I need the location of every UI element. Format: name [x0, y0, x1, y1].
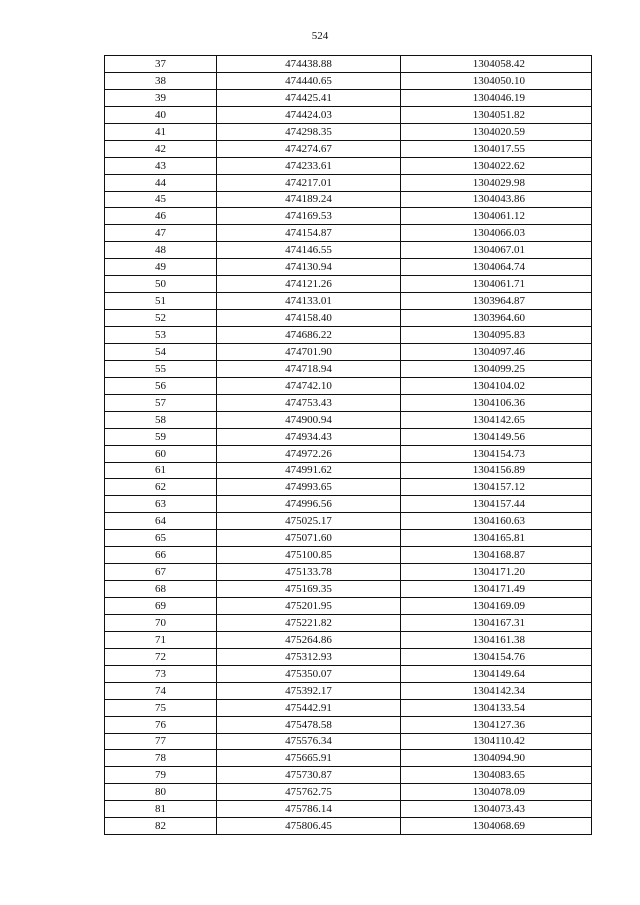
point-number-cell: 56 — [105, 377, 217, 394]
table-row — [105, 648, 592, 665]
y-coordinate-cell: 1303964.87 — [401, 293, 592, 310]
point-number-cell: 45 — [105, 191, 217, 208]
point-number-cell: 78 — [105, 750, 217, 767]
x-coordinate-cell: 474934.43 — [217, 428, 401, 445]
x-coordinate-cell: 474133.01 — [217, 293, 401, 310]
x-coordinate-cell: 474753.43 — [217, 394, 401, 411]
y-coordinate-cell: 1304171.20 — [401, 564, 592, 581]
table-row — [105, 598, 592, 615]
y-coordinate-cell: 1304078.09 — [401, 784, 592, 801]
x-coordinate-cell: 475762.75 — [217, 784, 401, 801]
x-coordinate-cell: 475576.34 — [217, 733, 401, 750]
point-number-cell: 63 — [105, 496, 217, 513]
point-number-cell: 40 — [105, 106, 217, 123]
point-number-cell: 55 — [105, 360, 217, 377]
point-number-cell: 43 — [105, 157, 217, 174]
y-coordinate-cell: 1304161.38 — [401, 631, 592, 648]
table-row — [105, 699, 592, 716]
table-row — [105, 360, 592, 377]
table-row — [105, 276, 592, 293]
y-coordinate-cell: 1304067.01 — [401, 242, 592, 259]
point-number-cell: 70 — [105, 614, 217, 631]
x-coordinate-cell: 475169.35 — [217, 581, 401, 598]
table-row — [105, 123, 592, 140]
point-number-cell: 66 — [105, 547, 217, 564]
table-row — [105, 174, 592, 191]
coordinates-table — [104, 55, 592, 835]
point-number-cell: 59 — [105, 428, 217, 445]
x-coordinate-cell: 474996.56 — [217, 496, 401, 513]
point-number-cell: 72 — [105, 648, 217, 665]
table-row — [105, 496, 592, 513]
y-coordinate-cell: 1304142.34 — [401, 682, 592, 699]
x-coordinate-cell: 474130.94 — [217, 259, 401, 276]
point-number-cell: 38 — [105, 72, 217, 89]
y-coordinate-cell: 1304160.63 — [401, 513, 592, 530]
x-coordinate-cell: 475786.14 — [217, 801, 401, 818]
x-coordinate-cell: 474900.94 — [217, 411, 401, 428]
x-coordinate-cell: 474993.65 — [217, 479, 401, 496]
table-row — [105, 665, 592, 682]
page-number: 524 — [311, 30, 329, 42]
table-row — [105, 445, 592, 462]
x-coordinate-cell: 474718.94 — [217, 360, 401, 377]
table-row — [105, 208, 592, 225]
y-coordinate-cell: 1304165.81 — [401, 530, 592, 547]
point-number-cell: 54 — [105, 343, 217, 360]
table-row — [105, 191, 592, 208]
x-coordinate-cell: 474701.90 — [217, 343, 401, 360]
table-row — [105, 801, 592, 818]
x-coordinate-cell: 474440.65 — [217, 72, 401, 89]
table-row — [105, 462, 592, 479]
y-coordinate-cell: 1304154.76 — [401, 648, 592, 665]
point-number-cell: 52 — [105, 310, 217, 327]
point-number-cell: 77 — [105, 733, 217, 750]
point-number-cell: 44 — [105, 174, 217, 191]
x-coordinate-cell: 475392.17 — [217, 682, 401, 699]
x-coordinate-cell: 474742.10 — [217, 377, 401, 394]
point-number-cell: 82 — [105, 818, 217, 835]
y-coordinate-cell: 1304169.09 — [401, 598, 592, 615]
y-coordinate-cell: 1304149.56 — [401, 428, 592, 445]
x-coordinate-cell: 474438.88 — [217, 56, 401, 73]
y-coordinate-cell: 1304022.62 — [401, 157, 592, 174]
point-number-cell: 39 — [105, 89, 217, 106]
point-number-cell: 60 — [105, 445, 217, 462]
point-number-cell: 76 — [105, 716, 217, 733]
x-coordinate-cell: 474972.26 — [217, 445, 401, 462]
y-coordinate-cell: 1304104.02 — [401, 377, 592, 394]
table-row — [105, 377, 592, 394]
table-row — [105, 682, 592, 699]
table-row — [105, 327, 592, 344]
point-number-cell: 61 — [105, 462, 217, 479]
x-coordinate-cell: 475133.78 — [217, 564, 401, 581]
point-number-cell: 42 — [105, 140, 217, 157]
x-coordinate-cell: 475806.45 — [217, 818, 401, 835]
point-number-cell: 49 — [105, 259, 217, 276]
x-coordinate-cell: 475221.82 — [217, 614, 401, 631]
table-row — [105, 411, 592, 428]
point-number-cell: 73 — [105, 665, 217, 682]
x-coordinate-cell: 474686.22 — [217, 327, 401, 344]
table-row — [105, 818, 592, 835]
y-coordinate-cell: 1304099.25 — [401, 360, 592, 377]
point-number-cell: 69 — [105, 598, 217, 615]
y-coordinate-cell: 1304156.89 — [401, 462, 592, 479]
x-coordinate-cell: 474189.24 — [217, 191, 401, 208]
table-row — [105, 106, 592, 123]
x-coordinate-cell: 475312.93 — [217, 648, 401, 665]
point-number-cell: 64 — [105, 513, 217, 530]
table-row — [105, 140, 592, 157]
point-number-cell: 68 — [105, 581, 217, 598]
point-number-cell: 37 — [105, 56, 217, 73]
y-coordinate-cell: 1304171.49 — [401, 581, 592, 598]
x-coordinate-cell: 475665.91 — [217, 750, 401, 767]
point-number-cell: 79 — [105, 767, 217, 784]
table-row — [105, 259, 592, 276]
point-number-cell: 62 — [105, 479, 217, 496]
point-number-cell: 50 — [105, 276, 217, 293]
y-coordinate-cell: 1304157.44 — [401, 496, 592, 513]
point-number-cell: 41 — [105, 123, 217, 140]
y-coordinate-cell: 1304061.12 — [401, 208, 592, 225]
y-coordinate-cell: 1304094.90 — [401, 750, 592, 767]
table-row — [105, 513, 592, 530]
y-coordinate-cell: 1304050.10 — [401, 72, 592, 89]
point-number-cell: 58 — [105, 411, 217, 428]
table-row — [105, 581, 592, 598]
table-row — [105, 479, 592, 496]
x-coordinate-cell: 474158.40 — [217, 310, 401, 327]
y-coordinate-cell: 1303964.60 — [401, 310, 592, 327]
point-number-cell: 81 — [105, 801, 217, 818]
y-coordinate-cell: 1304064.74 — [401, 259, 592, 276]
point-number-cell: 65 — [105, 530, 217, 547]
x-coordinate-cell: 474121.26 — [217, 276, 401, 293]
y-coordinate-cell: 1304133.54 — [401, 699, 592, 716]
table-row — [105, 750, 592, 767]
table-row — [105, 631, 592, 648]
y-coordinate-cell: 1304066.03 — [401, 225, 592, 242]
table-row — [105, 547, 592, 564]
point-number-cell: 57 — [105, 394, 217, 411]
x-coordinate-cell: 474298.35 — [217, 123, 401, 140]
y-coordinate-cell: 1304142.65 — [401, 411, 592, 428]
y-coordinate-cell: 1304106.36 — [401, 394, 592, 411]
y-coordinate-cell: 1304068.69 — [401, 818, 592, 835]
x-coordinate-cell: 475071.60 — [217, 530, 401, 547]
y-coordinate-cell: 1304097.46 — [401, 343, 592, 360]
x-coordinate-cell: 475264.86 — [217, 631, 401, 648]
table-row — [105, 428, 592, 445]
x-coordinate-cell: 474154.87 — [217, 225, 401, 242]
point-number-cell: 80 — [105, 784, 217, 801]
table-row — [105, 564, 592, 581]
x-coordinate-cell: 475442.91 — [217, 699, 401, 716]
table-row — [105, 89, 592, 106]
y-coordinate-cell: 1304029.98 — [401, 174, 592, 191]
point-number-cell: 51 — [105, 293, 217, 310]
y-coordinate-cell: 1304051.82 — [401, 106, 592, 123]
y-coordinate-cell: 1304095.83 — [401, 327, 592, 344]
y-coordinate-cell: 1304043.86 — [401, 191, 592, 208]
table-row — [105, 157, 592, 174]
x-coordinate-cell: 474217.01 — [217, 174, 401, 191]
x-coordinate-cell: 474991.62 — [217, 462, 401, 479]
x-coordinate-cell: 475201.95 — [217, 598, 401, 615]
table-row — [105, 225, 592, 242]
table-row — [105, 733, 592, 750]
table-row — [105, 716, 592, 733]
table-row — [105, 242, 592, 259]
point-number-cell: 75 — [105, 699, 217, 716]
table-row — [105, 343, 592, 360]
y-coordinate-cell: 1304061.71 — [401, 276, 592, 293]
table-row — [105, 72, 592, 89]
x-coordinate-cell: 474169.53 — [217, 208, 401, 225]
y-coordinate-cell: 1304154.73 — [401, 445, 592, 462]
y-coordinate-cell: 1304168.87 — [401, 547, 592, 564]
table-row — [105, 394, 592, 411]
y-coordinate-cell: 1304073.43 — [401, 801, 592, 818]
y-coordinate-cell: 1304110.42 — [401, 733, 592, 750]
table-row — [105, 310, 592, 327]
x-coordinate-cell: 474425.41 — [217, 89, 401, 106]
point-number-cell: 71 — [105, 631, 217, 648]
y-coordinate-cell: 1304127.36 — [401, 716, 592, 733]
y-coordinate-cell: 1304157.12 — [401, 479, 592, 496]
x-coordinate-cell: 475478.58 — [217, 716, 401, 733]
x-coordinate-cell: 475730.87 — [217, 767, 401, 784]
point-number-cell: 67 — [105, 564, 217, 581]
point-number-cell: 74 — [105, 682, 217, 699]
x-coordinate-cell: 474146.55 — [217, 242, 401, 259]
x-coordinate-cell: 474274.67 — [217, 140, 401, 157]
point-number-cell: 48 — [105, 242, 217, 259]
x-coordinate-cell: 475350.07 — [217, 665, 401, 682]
table-row — [105, 767, 592, 784]
y-coordinate-cell: 1304020.59 — [401, 123, 592, 140]
table-row — [105, 614, 592, 631]
y-coordinate-cell: 1304167.31 — [401, 614, 592, 631]
table-row — [105, 530, 592, 547]
coordinates-table-body — [105, 56, 592, 835]
x-coordinate-cell: 475100.85 — [217, 547, 401, 564]
x-coordinate-cell: 475025.17 — [217, 513, 401, 530]
y-coordinate-cell: 1304046.19 — [401, 89, 592, 106]
y-coordinate-cell: 1304017.55 — [401, 140, 592, 157]
point-number-cell: 53 — [105, 327, 217, 344]
x-coordinate-cell: 474233.61 — [217, 157, 401, 174]
table-row — [105, 784, 592, 801]
table-row — [105, 56, 592, 73]
y-coordinate-cell: 1304083.65 — [401, 767, 592, 784]
point-number-cell: 47 — [105, 225, 217, 242]
table-row — [105, 293, 592, 310]
point-number-cell: 46 — [105, 208, 217, 225]
y-coordinate-cell: 1304058.42 — [401, 56, 592, 73]
x-coordinate-cell: 474424.03 — [217, 106, 401, 123]
y-coordinate-cell: 1304149.64 — [401, 665, 592, 682]
